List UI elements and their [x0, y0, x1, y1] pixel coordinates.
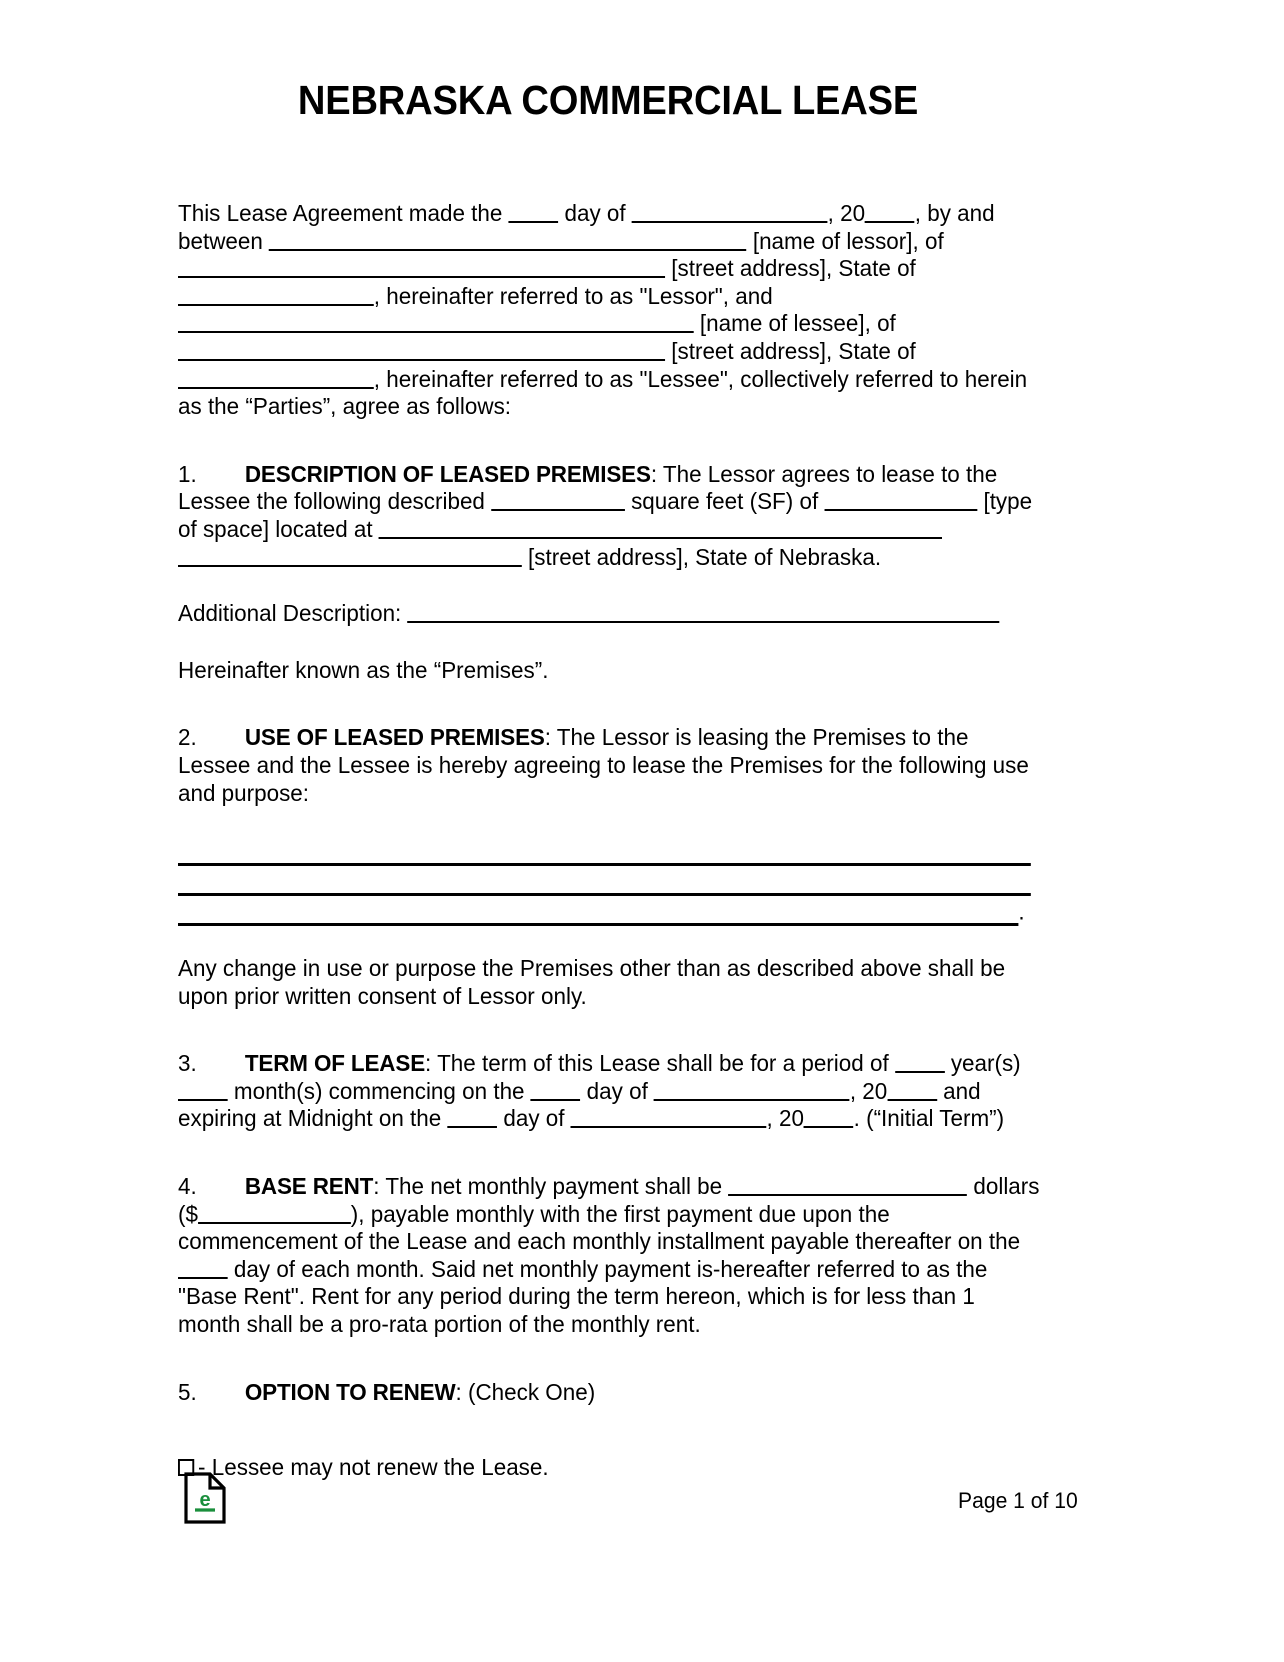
intro-text-1: This Lease Agreement made the — [178, 200, 509, 226]
section-1-text-3: [type of space] located at — [178, 488, 1033, 542]
use-purpose-line-2[interactable] — [178, 866, 1031, 896]
premises-address-blank-2[interactable] — [178, 548, 522, 567]
lessee-state-blank[interactable] — [178, 370, 374, 389]
section-4-text-3: ), payable monthly with the first payment due upon the commencement of the Lease and each monthly installment payable thereafter on the — [178, 1200, 1021, 1255]
additional-description-row — [178, 600, 1042, 628]
intro-text-6: [street address], State of — [665, 255, 916, 282]
section-3-text-1: : The term of this Lease shall be for a period of — [425, 1050, 895, 1077]
use-purpose-line-1[interactable] — [178, 836, 1031, 866]
page-title: NEBRASKA COMMERCIAL LEASE — [297, 77, 919, 123]
month-blank[interactable] — [632, 204, 828, 223]
section-1-paragraph — [178, 461, 1042, 571]
type-of-space-blank[interactable] — [824, 492, 977, 511]
spacer — [178, 1133, 1043, 1173]
spacer — [178, 1339, 1043, 1379]
section-4-heading: BASE RENT — [244, 1173, 374, 1200]
commencement-month-blank[interactable] — [654, 1082, 850, 1101]
expiration-month-blank[interactable] — [571, 1109, 767, 1128]
section-1-text-4: [street address], State of Nebraska. — [521, 543, 882, 570]
expiration-year-blank[interactable] — [804, 1109, 854, 1128]
additional-description-blank[interactable] — [408, 604, 1000, 623]
spacer — [178, 421, 1043, 461]
intro-text-8: [name of lessee], of — [693, 310, 896, 337]
use-change-paragraph: Any change in use or purpose the Premises other than as described above shall be upon prior written consent of Lessor only. — [178, 955, 1006, 1009]
expiration-day-blank[interactable] — [447, 1109, 497, 1128]
lessor-address-blank[interactable] — [178, 259, 665, 278]
page-number: Page 1 of 10 — [958, 1488, 1078, 1513]
intro-text-2: day of — [558, 200, 632, 226]
eforms-logo[interactable] — [182, 1472, 228, 1524]
lessee-address-blank[interactable] — [178, 342, 665, 361]
intro-text-3: , 20 — [827, 200, 866, 226]
section-4-text-2: dollars ($ — [178, 1173, 1040, 1227]
commencement-year-blank[interactable] — [887, 1082, 937, 1101]
square-feet-blank[interactable] — [491, 492, 625, 511]
intro-text-7: , hereinafter referred to as "Lessor", and — [373, 282, 773, 309]
section-4-number: 4. — [178, 1173, 197, 1200]
page-footer — [178, 1472, 1078, 1532]
section-1-number: 1. — [178, 460, 197, 487]
intro-text-4: , by and between — [178, 200, 995, 254]
additional-description-label: Additional Description: — [178, 600, 402, 627]
section-1-text-1: : The Lessor agrees to lease to the Lessee the following described — [178, 460, 998, 515]
section-4-paragraph — [178, 1173, 1042, 1339]
section-3-text-9: . (“Initial Term”) — [853, 1105, 1005, 1132]
section-5-text-1: : (Check One) — [455, 1378, 596, 1405]
lessor-name-blank[interactable] — [269, 232, 746, 251]
intro-text-5: [name of lessor], of — [746, 227, 944, 254]
document-body — [178, 200, 1043, 1482]
lessee-name-blank[interactable] — [178, 314, 694, 333]
svg-text:e: e — [199, 1489, 211, 1511]
premises-definition: Hereinafter known as the “Premises”. — [178, 656, 549, 683]
intro-paragraph — [178, 200, 1042, 421]
spacer — [178, 571, 1043, 600]
section-5-number: 5. — [178, 1378, 197, 1405]
premises-address-blank-1[interactable] — [379, 520, 942, 539]
section-3-text-5: , 20 — [849, 1077, 888, 1104]
intro-text-9: [street address], State of — [665, 337, 916, 364]
use-purpose-line-3[interactable] — [178, 896, 1018, 926]
section-4-text-4: day of each month. Said net monthly payment is-hereafter referred to as the "Base Rent". Rent for any period during the term hereon, which is for less than 1 month shall be a pro-rata portion of the monthly rent. — [178, 1255, 988, 1338]
section-2-text-1: : The Lessor is leasing the Premises to the Lessee and the Lessee is hereby agreeing to lease the Premises for the following use and purpose: — [178, 724, 1029, 806]
section-3-number: 3. — [178, 1050, 197, 1077]
section-3-text-7: day of — [497, 1105, 571, 1132]
term-months-blank[interactable] — [178, 1082, 228, 1101]
spacer — [178, 1010, 1043, 1050]
section-5-paragraph — [178, 1379, 1042, 1407]
base-rent-words-blank[interactable] — [728, 1177, 967, 1196]
spacer — [178, 628, 1043, 657]
section-2-heading: USE OF LEASED PREMISES — [244, 724, 545, 751]
rent-due-day-blank[interactable] — [178, 1260, 228, 1279]
lessor-state-blank[interactable] — [178, 287, 374, 306]
day-blank[interactable] — [509, 204, 559, 223]
section-2-number: 2. — [178, 724, 197, 751]
intro-text-10: , hereinafter referred to as "Lessee", collectively referred to herein as the “Parties”, agree as follows: — [178, 365, 1028, 420]
renew-option-label: - Lessee may not renew the Lease. — [198, 1454, 549, 1481]
section-1-text-2: square feet (SF) of — [624, 488, 825, 515]
use-purpose-line-3-row — [178, 896, 1038, 926]
section-1-heading: DESCRIPTION OF LEASED PREMISES — [244, 460, 651, 487]
use-purpose-blank-lines — [178, 836, 1038, 926]
term-years-blank[interactable] — [895, 1054, 945, 1073]
section-3-heading: TERM OF LEASE — [244, 1050, 426, 1077]
spacer — [178, 1406, 1043, 1454]
section-3-text-8: , 20 — [766, 1105, 804, 1132]
section-3-text-3: month(s) commencing on the — [227, 1077, 531, 1104]
year-blank[interactable] — [865, 204, 915, 223]
spacer — [178, 926, 1043, 955]
commencement-day-blank[interactable] — [531, 1082, 581, 1101]
spacer — [178, 807, 1043, 836]
spacer — [178, 684, 1043, 724]
section-3-paragraph — [178, 1050, 1042, 1133]
section-3-text-6: and expiring at Midnight on the — [178, 1077, 981, 1132]
section-3-text-2: year(s) — [944, 1050, 1021, 1077]
section-2-paragraph — [178, 724, 1042, 807]
section-5-heading: OPTION TO RENEW — [244, 1378, 456, 1405]
base-rent-amount-blank[interactable] — [198, 1205, 351, 1224]
use-purpose-period: . — [1018, 898, 1025, 925]
section-4-text-1: : The net monthly payment shall be — [373, 1173, 729, 1200]
section-3-text-4: day of — [580, 1077, 655, 1104]
